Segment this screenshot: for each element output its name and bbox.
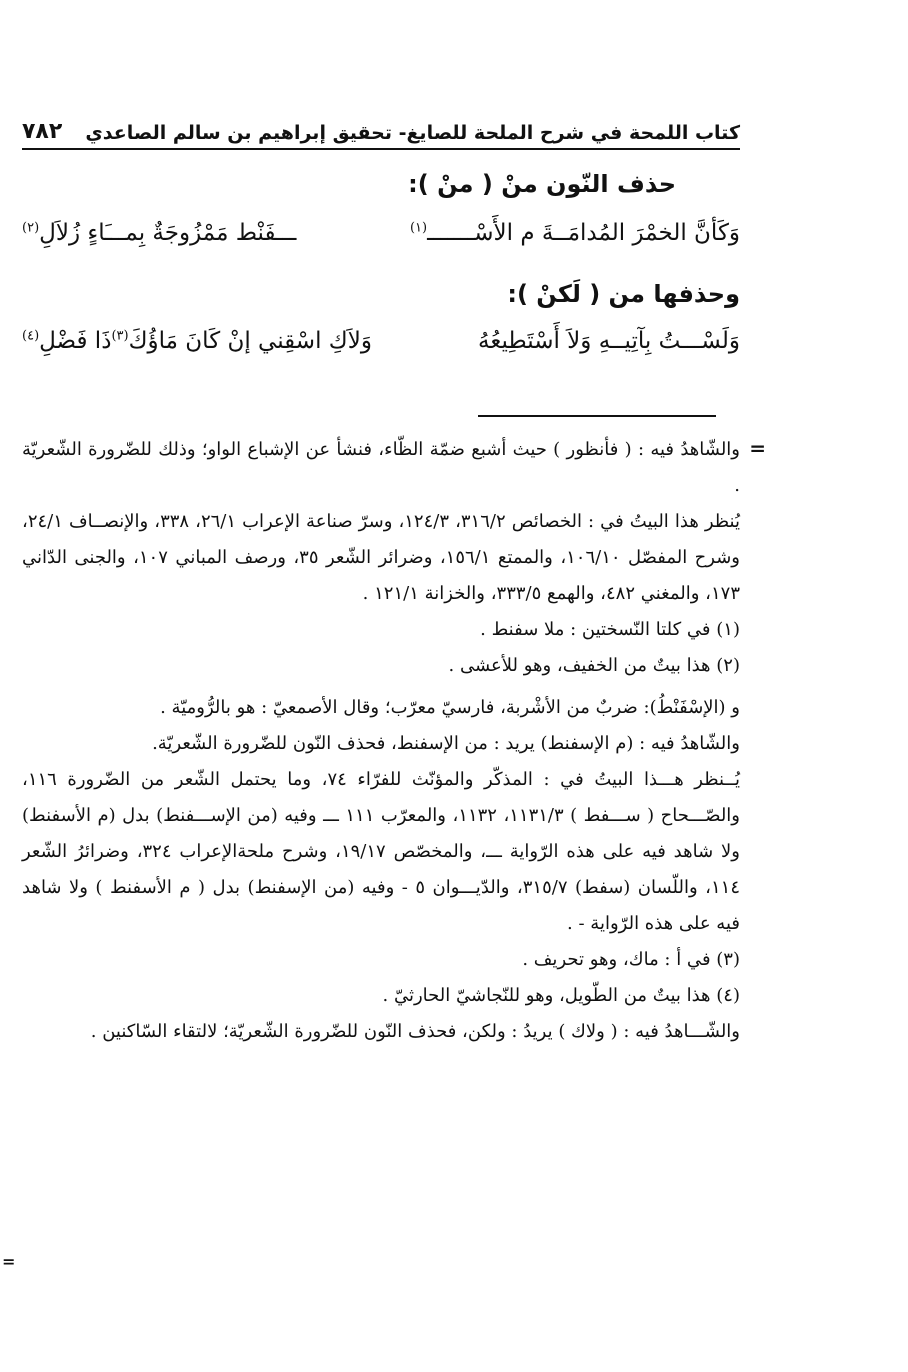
verse-2-second-hemistich — [22, 328, 372, 354]
verse-2-second-text: وَلاَكِ اسْقِني إنْ كَانَ مَاؤُكَ — [128, 328, 372, 354]
verse-line-2 — [22, 328, 740, 354]
verse-2-first-hemistich — [478, 328, 740, 354]
footnote-continued-shahid: والشّاهدُ فيه : ( فأنظور ) حيث أشبع ضمّة الظّاء، فنشأ عن الإشباع الواو؛ وذلك للضّرورة الشّعريّة . — [22, 439, 740, 496]
footnote-2-sources: يُــنظر هـــذا البيتُ في : المذكّر والمؤنّث للفرّاء ٧٤، وما يحتمل الشّعر من الضّرورة ١١٦، والصّـــحاح ( ســـفط ) ١١٣١/٣، ١١٣٢، والمعرّب ١١١ ـــ وفيه (من الإســـفنط) بدل (م الأسفنط) ولا شاهد فيه على هذه الرّواية ـــ، والمخصّص ١٩/١٧، وشرح ملحةالإعراب ٣٢٤، وضرائرُ الشّعر ١١٤، واللّسان (سفط) ٣١٥/٧، والدّيـــوان ٥ - وفيه (من الإسفنط) بدل ( م الأسفنط ) ولا شاهد فيه على هذه الرّواية - . — [22, 769, 741, 934]
footnote-ref-3: (٣) — [111, 328, 129, 344]
footnote-ref-2: (٢) — [22, 220, 40, 236]
footnote-2-definition: و (الإسْفَنْطُ): ضربٌ من الأشْربة، فارسيّ معرّب؛ وقال الأصمعيّ : هو بالرُّوميّة . — [160, 697, 740, 718]
verse-1-second-hemistich — [22, 220, 296, 246]
footnote-ref-4: (٤) — [22, 328, 40, 344]
verse-2-second-tail: ذَا فَضْلِ — [39, 328, 112, 354]
verse-2-first-text: وَلَسْـــتُ بِآتِيــهِ وَلاَ أَسْتَطِيعُهُ — [478, 328, 740, 354]
verse-line-1 — [22, 220, 740, 246]
header-rule — [22, 148, 740, 150]
section-heading-lakin: وحذفها من ( لَكنْ ): — [507, 280, 740, 308]
continuation-mark: = — [749, 436, 766, 460]
running-header — [22, 110, 740, 144]
footnote-4: (٤) هذا بيتٌ من الطّويل، وهو للنّجاشيّ الحارثيّ . — [382, 985, 740, 1006]
footnote-3: (٣) في أ : ماك، وهو تحريف . — [522, 949, 740, 970]
verse-1-first-hemistich — [410, 220, 740, 246]
footnote-4-shahid: والشّـــاهدُ فيه : ( ولاك ) يريدُ : ولكن، فحذف النّون للضّرورة الشّعريّة؛ لالتقاء السّاكنين . — [90, 1021, 740, 1042]
verse-1-second-text: ـــفَنْط مَمْزُوجَةٌ بِمـــَاءٍ زُلاَلِ — [39, 220, 297, 246]
verse-1-first-text: وَكَأنَّ الخمْرَ المُدامَــةَ م الأَسْـــــــ — [427, 220, 740, 246]
section-heading-min: حذف النّون منْ ( منْ ): — [408, 170, 676, 198]
margin-mark: = — [2, 1252, 16, 1271]
footnote-ref-1: (١) — [409, 220, 428, 236]
footnote-continued-sources: يُنظر هذا البيتُ في : الخصائص ٣١٦/٢، ١٢٤/٣، وسرّ صناعة الإعراب ٢٦/١، ٣٣٨، والإنصــاف ٢٤/١، وشرح المفصّل ١٠٦/١٠، والممتع ١٥٦/١، وضرائر الشّعر ٣٥، ورصف المباني ١٠٧، والجنى الدّاني ١٧٣، والمغني ٤٨٢، والهمع ٣٣٣/٥، والخزانة ١٢١/١ . — [22, 511, 741, 604]
footnotes — [22, 432, 740, 1050]
page-number: ٧٨٢ — [22, 119, 63, 144]
running-header-title: كتاب اللمحة في شرح الملحة للصايغ- تحقيق إبراهيم بن سالم الصاعدي — [85, 122, 740, 144]
footnote-2: (٢) هذا بيتٌ من الخفيف، وهو للأعشى . — [448, 655, 740, 676]
footnote-separator — [478, 415, 716, 417]
footnote-1: (١) في كلتا النّسختين : ملا سفنط . — [480, 619, 740, 640]
footnote-2-shahid: والشّاهدُ فيه : (م الإسفنط) يريد : من الإسفنط، فحذف النّون للضّرورة الشّعريّة. — [152, 733, 740, 754]
